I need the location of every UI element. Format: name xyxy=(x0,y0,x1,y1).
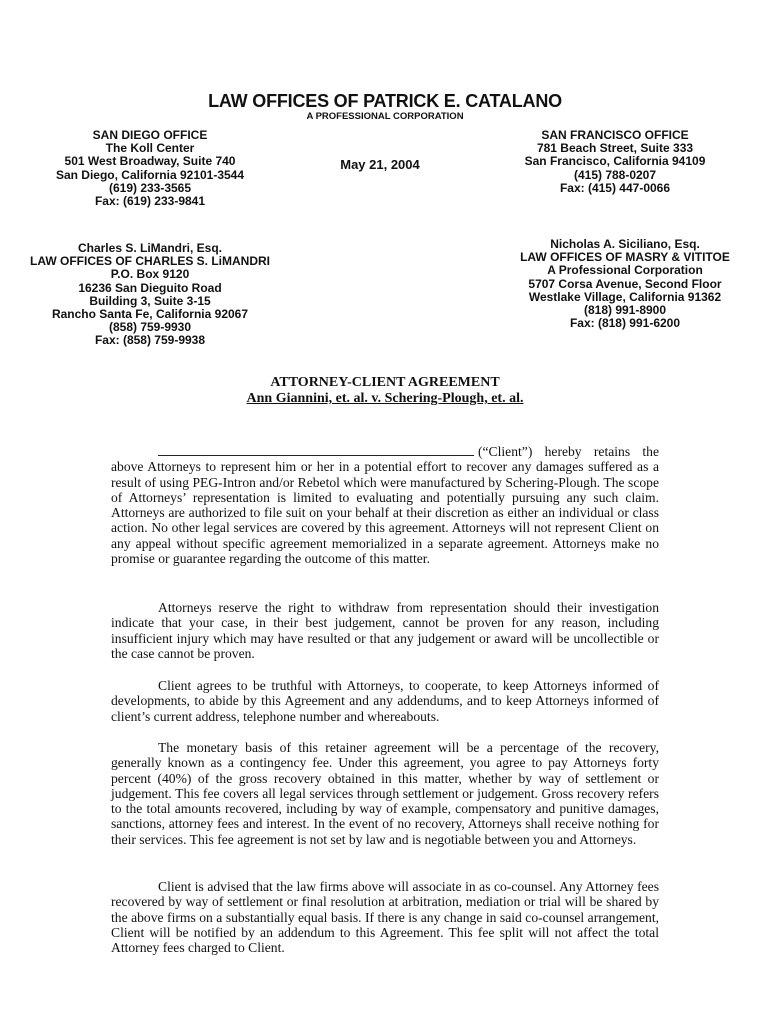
paragraph-withdrawal xyxy=(111,600,659,661)
office-heading: SAN DIEGO OFFICE xyxy=(92,128,208,142)
paragraph-co-counsel xyxy=(111,879,659,955)
agreement-title: ATTORNEY-CLIENT AGREEMENT xyxy=(270,375,500,390)
paragraph-text: (“Client”) hereby retains the above Attorneys to represent him or her in a potential effort to recover any damages suffered as a result of using PEG-Intron and/or Rebetol which were manufactured by Schering-Plough. The scope of Attorneys’ representation is limited to evaluating and potentially pursuing any such claim. Attorneys are authorized to file suit on your behalf at their discretion as either an individual or class action. No other legal services are covered by this agreement. Attorneys will not represent Client on any appeal without specific agreement memorialized in a separate agreement. Attorneys make no promise or guarantee regarding the outcome of this matter. xyxy=(111,444,659,567)
office-line: The Koll Center xyxy=(105,141,195,156)
paragraph-fees xyxy=(111,740,659,847)
office-phone: (415) 788-0207 xyxy=(573,167,657,182)
paragraph-text: The monetary basis of this retainer agreement will be a percentage of the recovery, generally known as a contingency fee. Under this agreement, you agree to pay Attorneys forty percent (40%) of the gross recovery obtained in this matter, whether by way of settlement or judgement. This fee covers all legal services through settlement or judgement. Gross recovery refers to the total amounts recovered, including by way of example, compensatory and punitive damages, sanctions, attorney fees and interest. In the event of no recovery, Attorneys shall receive nothing for their services. This fee agreement is not set by law and is negotiable between you and Attorneys. xyxy=(111,740,659,847)
office-line: San Diego, California 92101-3544 xyxy=(55,167,245,182)
firm-name: LAW OFFICES OF PATRICK E. CATALANO xyxy=(208,91,562,111)
fax-line: Fax: (858) 759-9938 xyxy=(94,333,206,348)
letter-date: May 21, 2004 xyxy=(340,157,420,172)
office-heading: SAN FRANCISCO OFFICE xyxy=(541,128,689,142)
paragraph-text: Client agrees to be truthful with Attorneys, to cooperate, to keep Attorneys informed of developments, to abide by this Agreement and any addendums, and to keep Attorneys informed of client’s current address, telephone number and whereabouts. xyxy=(111,678,659,724)
phone-line: (818) 991-8900 xyxy=(583,303,667,318)
san-francisco-office-block xyxy=(500,129,730,195)
paragraph-text: Client is advised that the law firms above will associate in as co-counsel. Any Attorney fees recovered by way of settlement or final resolution at arbitration, mediation or trial will be shared by the above firms on a substantially equal basis. If there is any change in said co-counsel arrangement, Client will be notified by an addendum to this Agreement. This fee split will not affect the total Attorney fees charged to Client. xyxy=(111,879,659,956)
office-line: 781 Beach Street, Suite 333 xyxy=(536,141,694,156)
address-line: P.O. Box 9120 xyxy=(110,267,190,282)
address-line: 16236 San Dieguito Road xyxy=(78,280,222,295)
office-line: San Francisco, California 94109 xyxy=(524,154,706,169)
case-title: Ann Giannini, et. al. v. Schering-Plough, et. al. xyxy=(246,391,524,406)
paragraph-text: Attorneys reserve the right to withdraw from representation should their investigation indicate that your case, in their best judgement, cannot be proven for any reason, including insufficient injury which may have resulted or that any judgement or award will be uncollectible or the case cannot be proven. xyxy=(111,600,659,661)
fax-line: Fax: (818) 991-6200 xyxy=(569,316,681,331)
client-name-blank[interactable] xyxy=(158,444,474,456)
office-phone: (619) 233-3565 xyxy=(108,180,192,195)
attorney-name: Nicholas A. Siciliano, Esq. xyxy=(550,237,700,251)
paragraph-cooperation xyxy=(111,678,659,724)
firm-subtitle: A PROFESSIONAL CORPORATION xyxy=(306,111,464,122)
limandri-block xyxy=(10,242,290,348)
address-line: Rancho Santa Fe, California 92067 xyxy=(51,307,249,322)
office-fax: Fax: (619) 233-9841 xyxy=(94,194,206,209)
office-fax: Fax: (415) 447-0066 xyxy=(559,180,671,195)
firm-line: LAW OFFICES OF MASRY & VITITOE xyxy=(520,250,730,265)
siciliano-block xyxy=(490,238,760,330)
address-line: Westlake Village, California 91362 xyxy=(528,289,722,304)
office-line: 501 West Broadway, Suite 740 xyxy=(64,154,236,169)
firm-line: LAW OFFICES OF CHARLES S. LiMANDRI xyxy=(30,254,270,269)
address-line: 5707 Corsa Avenue, Second Floor xyxy=(528,276,722,291)
paragraph-scope xyxy=(111,444,659,566)
address-line: Building 3, Suite 3-15 xyxy=(89,293,211,308)
phone-line: (858) 759-9930 xyxy=(108,320,192,335)
san-diego-office-block xyxy=(30,129,270,208)
attorney-name: Charles S. LiMandri, Esq. xyxy=(77,241,223,255)
firm-line: A Professional Corporation xyxy=(547,263,703,278)
